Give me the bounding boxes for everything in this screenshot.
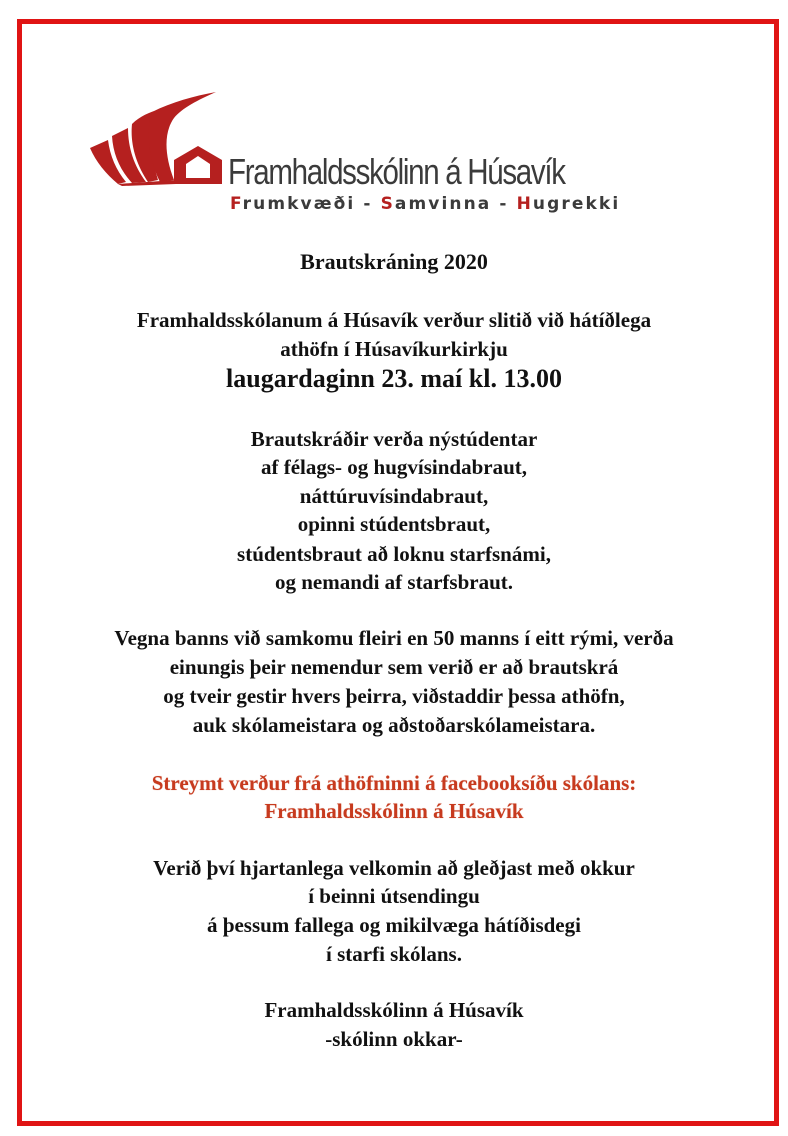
tagline-word-3: ugrekki bbox=[532, 194, 621, 214]
tagline-separator: - bbox=[355, 194, 381, 214]
restriction-line: auk skólameistara og aðstoðarskólameistara. bbox=[192, 713, 596, 737]
welcome-line: Verið því hjartanlega velkomin að gleðjast með okkur bbox=[153, 856, 635, 880]
intro-line-2: athöfn í Húsavíkurkirkju bbox=[280, 337, 508, 361]
graduates-line: af félags- og hugvísindabraut, bbox=[260, 455, 528, 479]
graduates-line: Brautskráðir verða nýstúdentar bbox=[250, 427, 538, 451]
tagline-cap-h: H bbox=[516, 194, 533, 214]
intro-line-1: Framhaldsskólanum á Húsavík verður slitið við hátíðlega bbox=[136, 308, 652, 332]
tagline-cap-f: F bbox=[230, 194, 243, 214]
restriction-line: einungis þeir nemendur sem verið er að brautskrá bbox=[169, 655, 619, 679]
ceremony-date: laugardaginn 23. maí kl. 13.00 bbox=[226, 364, 562, 393]
signature-motto: -skólinn okkar- bbox=[325, 1027, 463, 1051]
stream-notice-line: Streymt verður frá athöfninni á facebooksíðu skólans: bbox=[151, 771, 637, 795]
school-tagline bbox=[230, 194, 620, 214]
tagline-word-2: amvinna bbox=[394, 194, 492, 214]
tagline-word-1: rumkvæði bbox=[242, 194, 356, 214]
restriction-line: Vegna banns við samkomu fleiri en 50 manns í eitt rými, verða bbox=[114, 626, 674, 650]
graduates-line: og nemandi af starfsbraut. bbox=[274, 570, 513, 594]
welcome-line: á þessum fallega og mikilvæga hátíðisdegi bbox=[207, 913, 581, 937]
welcome-line: í beinni útsendingu bbox=[308, 884, 480, 908]
graduates-line: opinni stúdentsbraut, bbox=[297, 512, 491, 536]
tagline-separator: - bbox=[491, 194, 517, 214]
graduates-line: náttúruvísindabraut, bbox=[299, 484, 489, 508]
welcome-line: í starfi skólans. bbox=[326, 942, 462, 966]
stream-notice-facebook-page: Framhaldsskólinn á Húsavík bbox=[264, 799, 524, 823]
tagline-cap-s: S bbox=[380, 194, 395, 214]
school-name-logo-text: Framhaldsskólinn á Húsavík bbox=[228, 151, 565, 192]
signature-school-name: Framhaldsskólinn á Húsavík bbox=[264, 998, 524, 1022]
restriction-line: og tveir gestir hvers þeirra, viðstaddir þessa athöfn, bbox=[163, 684, 625, 708]
page-title: Brautskráning 2020 bbox=[300, 249, 488, 274]
graduates-line: stúdentsbraut að loknu starfsnámi, bbox=[237, 542, 551, 566]
school-logo-icon bbox=[88, 90, 228, 190]
